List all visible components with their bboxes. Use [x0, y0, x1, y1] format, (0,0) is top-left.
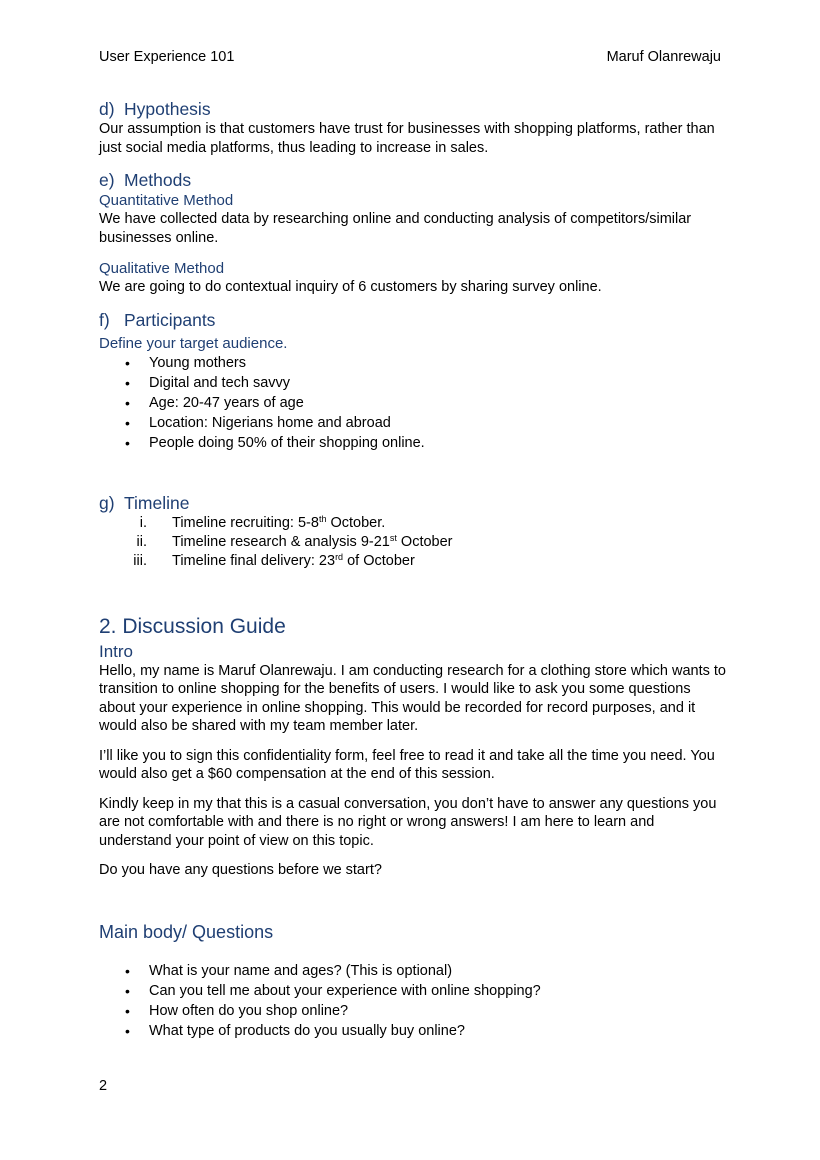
page-number: 2: [99, 1078, 108, 1094]
casual-conversation-paragraph: Kindly keep in my that this is a casual conversation, you don’t have to answer any questions you are not comfortable with and there is no right or wrong answers! I am here to learn and understand your point of view on this topic.: [99, 795, 717, 849]
header-author: Maruf Olanrewaju: [606, 49, 721, 65]
timeline-item-text: Timeline final delivery: 23: [172, 552, 336, 569]
list-number: iii.: [133, 552, 147, 569]
methods-title: Methods: [124, 170, 192, 190]
hypothesis-title: Hypothesis: [124, 99, 211, 119]
participants-title: Participants: [124, 309, 216, 330]
timeline-item-text: Timeline recruiting: 5-8: [172, 514, 319, 531]
target-audience-heading: Define your target audience.: [99, 334, 288, 352]
qualitative-method-heading: Qualitative Method: [99, 260, 225, 277]
list-item: • What type of products do you usually buy online?: [99, 1021, 729, 1041]
ordinal-suffix: rd: [335, 551, 344, 562]
ordinal-suffix: st: [389, 532, 397, 543]
list-item: • Can you tell me about your experience with online shopping?: [99, 981, 729, 1001]
quantitative-method-text: We have collected data by researching online and conducting analysis of competitors/similar businesses online.: [99, 211, 692, 246]
questions-list: [99, 961, 729, 1041]
list-number: i.: [139, 514, 147, 531]
list-item: • How often do you shop online?: [99, 1001, 729, 1021]
discussion-guide-heading: 2. Discussion Guide: [99, 614, 286, 638]
page-content: [99, 99, 729, 1041]
list-item: • What is your name and ages? (This is optional): [99, 961, 729, 981]
list-item: • People doing 50% of their shopping online.: [99, 433, 729, 453]
list-item: • Digital and tech savvy: [99, 373, 729, 393]
list-item: • Location: Nigerians home and abroad: [99, 413, 729, 433]
participants-list: [99, 353, 729, 453]
timeline-title: Timeline: [124, 492, 190, 513]
timeline-item-text: of October: [343, 552, 415, 569]
list-item: • Age: 20-47 years of age: [99, 393, 729, 413]
intro-heading: Intro: [99, 641, 134, 661]
list-number: ii.: [136, 533, 147, 550]
list-item: [99, 552, 729, 571]
hypothesis-heading: [99, 99, 729, 120]
timeline-item-text: October: [396, 533, 453, 550]
participants-heading: [99, 310, 729, 331]
timeline-list: [99, 514, 729, 571]
main-body-heading: Main body/ Questions: [99, 921, 274, 942]
header-course-title: User Experience 101: [99, 49, 235, 65]
timeline-item-text: Timeline research & analysis 9-21: [172, 533, 390, 550]
list-item: • Young mothers: [99, 353, 729, 373]
hypothesis-text: Our assumption is that customers have trust for businesses with shopping platforms, rather than just social media platforms, thus leading to increase in sales.: [99, 121, 715, 156]
ordinal-suffix: th: [318, 513, 327, 524]
timeline-heading: [99, 493, 729, 514]
timeline-label: g): [99, 492, 115, 513]
participants-label: f): [99, 309, 110, 330]
methods-heading: [99, 170, 729, 191]
intro-paragraph: Hello, my name is Maruf Olanrewaju. I am conducting research for a clothing store which wants to transition to online shopping for the benefits of users. I would like to ask you some questions about your experience in online shopping. This would be recorded for record purposes, and it would also be shared with my team member later.: [99, 662, 726, 734]
list-item: [99, 514, 729, 533]
quantitative-method-heading: Quantitative Method: [99, 192, 234, 209]
list-item: [99, 533, 729, 552]
confidentiality-paragraph: I’ll like you to sign this confidentiality form, feel free to read it and take all the time you need. You would also get a $60 compensation at the end of this session.: [99, 747, 715, 782]
methods-label: e): [99, 170, 115, 190]
hypothesis-label: d): [99, 99, 115, 119]
questions-prompt: Do you have any questions before we start?: [99, 862, 382, 878]
qualitative-method-text: We are going to do contextual inquiry of 6 customers by sharing survey online.: [99, 279, 602, 295]
timeline-item-text: October.: [326, 514, 386, 531]
